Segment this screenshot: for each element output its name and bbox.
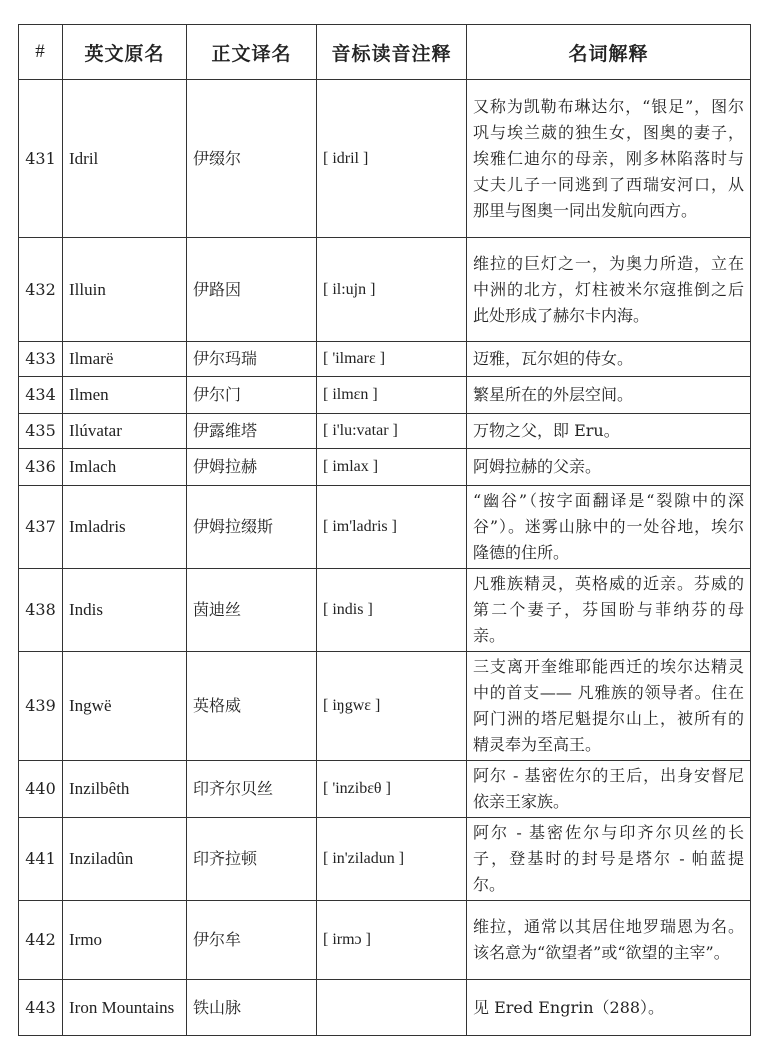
name-explanation: 阿尔 - 基密佐尔的王后，出身安督尼依亲王家族。: [467, 761, 751, 818]
name-explanation: 维拉，通常以其居住地罗瑞恩为名。该名意为“欲望者”或“欲望的主宰”。: [467, 901, 751, 980]
name-explanation: 繁星所在的外层空间。: [467, 377, 751, 414]
english-name: Inziladûn: [63, 818, 187, 901]
translated-name: 英格威: [187, 652, 317, 761]
row-number: 437: [19, 486, 63, 569]
english-name: Iron Mountains: [63, 980, 187, 1036]
table-row: [19, 980, 751, 1036]
row-number: 443: [19, 980, 63, 1036]
translated-name: 茵迪丝: [187, 569, 317, 652]
header-translation: 正文译名: [187, 25, 317, 80]
translated-name: 伊尔牟: [187, 901, 317, 980]
phonetic-notation: [ i'lu:vatar ]: [317, 414, 467, 449]
phonetic-notation: [ idril ]: [317, 80, 467, 238]
translated-name: 铁山脉: [187, 980, 317, 1036]
row-number: 435: [19, 414, 63, 449]
translated-name: 伊尔玛瑞: [187, 342, 317, 377]
table-row: [19, 342, 751, 377]
translated-name: 印齐尔贝丝: [187, 761, 317, 818]
english-name: Indis: [63, 569, 187, 652]
table-row: [19, 652, 751, 761]
name-explanation: 凡雅族精灵，英格威的近亲。芬威的第二个妻子，芬国昐与菲纳芬的母亲。: [467, 569, 751, 652]
table-row: [19, 818, 751, 901]
english-name: Illuin: [63, 238, 187, 342]
english-name: Ilmen: [63, 377, 187, 414]
header-number: #: [19, 25, 63, 80]
name-explanation: 万物之父，即 Eru。: [467, 414, 751, 449]
table-row: [19, 238, 751, 342]
row-number: 440: [19, 761, 63, 818]
table-row: [19, 377, 751, 414]
row-number: 436: [19, 449, 63, 486]
english-name: Ilmarë: [63, 342, 187, 377]
name-explanation: “幽谷”（按字面翻译是“裂隙中的深谷”）。迷雾山脉中的一处谷地，埃尔隆德的住所。: [467, 486, 751, 569]
row-number: 441: [19, 818, 63, 901]
row-number: 432: [19, 238, 63, 342]
name-explanation: 迈雅，瓦尔妲的侍女。: [467, 342, 751, 377]
name-explanation: 维拉的巨灯之一，为奥力所造，立在中洲的北方，灯柱被米尔寇推倒之后此处形成了赫尔卡内海。: [467, 238, 751, 342]
translated-name: 伊姆拉赫: [187, 449, 317, 486]
phonetic-notation: [ irmɔ ]: [317, 901, 467, 980]
translated-name: 伊姆拉缀斯: [187, 486, 317, 569]
phonetic-notation: [ indis ]: [317, 569, 467, 652]
name-explanation: 三支离开奎维耶能西迁的埃尔达精灵中的首支—— 凡雅族的领导者。住在阿门洲的塔尼魁提尔山上，被所有的精灵奉为至高王。: [467, 652, 751, 761]
header-explanation: 名词解释: [467, 25, 751, 80]
row-number: 434: [19, 377, 63, 414]
english-name: Ilúvatar: [63, 414, 187, 449]
english-name: Idril: [63, 80, 187, 238]
name-explanation: 又称为凯勒布琳达尔，“银足”，图尔巩与埃兰葳的独生女，图奥的妻子，埃雅仁迪尔的母亲，刚多林陷落时与丈夫儿子一同逃到了西瑞安河口，从那里与图奥一同出发航向西方。: [467, 80, 751, 238]
english-name: Irmo: [63, 901, 187, 980]
phonetic-notation: [ im'ladris ]: [317, 486, 467, 569]
phonetic-notation: [317, 980, 467, 1036]
translated-name: 伊尔门: [187, 377, 317, 414]
translated-name: 伊缀尔: [187, 80, 317, 238]
phonetic-notation: [ imlax ]: [317, 449, 467, 486]
header-english-name: 英文原名: [63, 25, 187, 80]
table-row: [19, 449, 751, 486]
row-number: 439: [19, 652, 63, 761]
row-number: 433: [19, 342, 63, 377]
english-name: Ingwë: [63, 652, 187, 761]
header-phonetic: 音标读音注释: [317, 25, 467, 80]
phonetic-notation: [ ilmɛn ]: [317, 377, 467, 414]
name-explanation: 阿尔 - 基密佐尔与印齐尔贝丝的长子，登基时的封号是塔尔 - 帕蓝提尔。: [467, 818, 751, 901]
english-name: Imlach: [63, 449, 187, 486]
row-number: 438: [19, 569, 63, 652]
translated-name: 伊路因: [187, 238, 317, 342]
name-explanation: 阿姆拉赫的父亲。: [467, 449, 751, 486]
phonetic-notation: [ iŋgwɛ ]: [317, 652, 467, 761]
table-row: [19, 569, 751, 652]
glossary-table: [18, 24, 751, 1036]
phonetic-notation: [ 'ilmarɛ ]: [317, 342, 467, 377]
table-row: [19, 80, 751, 238]
row-number: 431: [19, 80, 63, 238]
english-name: Inzilbêth: [63, 761, 187, 818]
table-row: [19, 901, 751, 980]
english-name: Imladris: [63, 486, 187, 569]
table-row: [19, 761, 751, 818]
phonetic-notation: [ il:ujn ]: [317, 238, 467, 342]
header-row: [19, 25, 751, 80]
table-row: [19, 414, 751, 449]
phonetic-notation: [ 'inzibɛθ ]: [317, 761, 467, 818]
row-number: 442: [19, 901, 63, 980]
translated-name: 印齐拉顿: [187, 818, 317, 901]
name-explanation: 见 Ered Engrin（288）。: [467, 980, 751, 1036]
table-row: [19, 486, 751, 569]
phonetic-notation: [ in'ziladun ]: [317, 818, 467, 901]
translated-name: 伊露维塔: [187, 414, 317, 449]
